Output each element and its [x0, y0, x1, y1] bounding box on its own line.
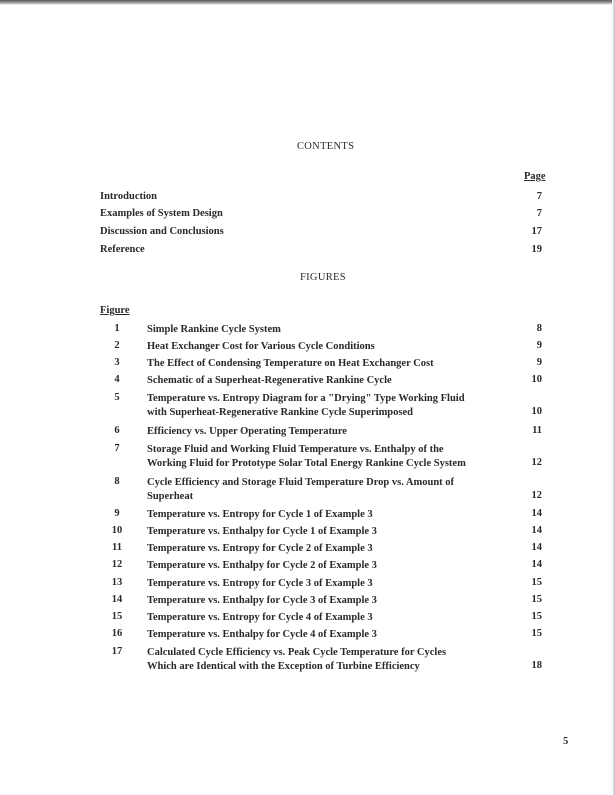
scan-top-edge	[0, 0, 615, 5]
figure-number: 3	[114, 357, 120, 368]
figure-title	[147, 577, 373, 591]
contents-item-page: 7	[536, 208, 542, 219]
figure-number: 15	[111, 611, 123, 622]
figure-title-line: Storage Fluid and Working Fluid Temperature vs. Enthalpy of the	[147, 444, 444, 455]
figure-page: 12	[531, 490, 542, 501]
figure-number: 5	[114, 392, 120, 403]
figure-title-line: Temperature vs. Enthalpy for Cycle 4 of Example 3	[147, 629, 377, 640]
figure-title-line: Temperature vs. Entropy for Cycle 3 of Example 3	[147, 578, 373, 589]
figure-title	[147, 594, 377, 608]
figure-number: 6	[114, 425, 120, 436]
figure-title	[147, 476, 454, 504]
contents-heading: CONTENTS	[297, 141, 355, 152]
figures-heading: FIGURES	[300, 272, 346, 283]
figure-title-line: Which are Identical with the Exception of Turbine Efficiency	[147, 661, 420, 672]
figure-number: 1	[114, 323, 120, 334]
figure-title-line: Temperature vs. Enthalpy for Cycle 1 of Example 3	[147, 526, 377, 537]
figure-number: 11	[112, 542, 122, 553]
figure-title-line: Temperature vs. Entropy for Cycle 1 of Example 3	[147, 509, 373, 520]
contents-item-label: Discussion and Conclusions	[100, 226, 224, 237]
contents-item-page: 17	[531, 226, 542, 237]
figure-title-line: Calculated Cycle Efficiency vs. Peak Cycle Temperature for Cycles	[147, 647, 447, 658]
figure-title	[147, 443, 466, 471]
figure-number: 10	[111, 525, 123, 536]
figure-title	[147, 525, 377, 539]
figure-title-line: with Superheat-Regenerative Rankine Cycle Superimposed	[147, 407, 413, 418]
figure-title	[147, 646, 446, 674]
contents-item-label: Examples of System Design	[100, 208, 223, 219]
figure-page: 9	[536, 357, 542, 368]
figure-page: 12	[531, 457, 542, 468]
figure-title	[147, 628, 377, 642]
figure-title-line: Temperature vs. Enthalpy for Cycle 2 of Example 3	[147, 560, 377, 571]
figure-page: 15	[531, 594, 542, 605]
figure-number: 9	[114, 508, 120, 519]
figure-title-line: Schematic of a Superheat-Regenerative Rankine Cycle	[147, 375, 392, 386]
figure-title	[147, 611, 373, 625]
figure-page: 10	[531, 374, 542, 385]
figure-number: 17	[111, 646, 123, 657]
page-number: 5	[563, 736, 569, 747]
figure-page: 15	[531, 577, 542, 588]
figure-number: 2	[114, 340, 120, 351]
figure-title-line: Temperature vs. Entropy for Cycle 2 of Example 3	[147, 543, 373, 554]
figure-title	[147, 323, 281, 337]
figure-number: 16	[111, 628, 123, 639]
figure-page: 10	[531, 406, 542, 417]
figure-number: 14	[111, 594, 123, 605]
figure-title-line: Simple Rankine Cycle System	[147, 324, 281, 335]
figure-number: 13	[111, 577, 123, 588]
figure-title-line: Temperature vs. Entropy for Cycle 4 of Example 3	[147, 612, 373, 623]
figure-title-line: Superheat	[147, 491, 194, 502]
figure-number: 7	[114, 443, 120, 454]
figure-title-line: Working Fluid for Prototype Solar Total Energy Rankine Cycle System	[147, 458, 466, 469]
contents-item-page: 19	[531, 244, 542, 255]
figure-page: 14	[531, 542, 542, 553]
figure-page: 15	[531, 611, 542, 622]
figure-title-line: Efficiency vs. Upper Operating Temperature	[147, 426, 347, 437]
figure-title	[147, 559, 377, 573]
figure-page: 11	[532, 425, 542, 436]
figure-title	[147, 392, 465, 420]
figure-title	[147, 374, 392, 388]
contents-item-label: Reference	[100, 244, 145, 255]
figure-title-line: Heat Exchanger Cost for Various Cycle Conditions	[147, 341, 375, 352]
contents-item-label: Introduction	[100, 191, 157, 202]
figure-number: 8	[114, 476, 120, 487]
figure-page: 9	[536, 340, 542, 351]
figure-title	[147, 357, 434, 371]
contents-item-page: 7	[536, 191, 542, 202]
figure-column-header: Figure	[100, 305, 130, 316]
figure-title	[147, 542, 373, 556]
figure-title	[147, 340, 375, 354]
figure-title-line: Temperature vs. Enthalpy for Cycle 3 of Example 3	[147, 595, 377, 606]
figure-page: 15	[531, 628, 542, 639]
figure-page: 8	[536, 323, 542, 334]
figure-number: 4	[114, 374, 120, 385]
figure-title	[147, 425, 347, 439]
figure-page: 14	[531, 559, 542, 570]
page-column-header: Page	[524, 171, 546, 182]
figure-number: 12	[111, 559, 123, 570]
figure-page: 18	[531, 660, 542, 671]
figure-title-line: Cycle Efficiency and Storage Fluid Temperature Drop vs. Amount of	[147, 477, 455, 488]
figure-title-line: The Effect of Condensing Temperature on Heat Exchanger Cost	[147, 358, 434, 369]
figure-page: 14	[531, 525, 542, 536]
figure-title	[147, 508, 373, 522]
figure-page: 14	[531, 508, 542, 519]
figure-title-line: Temperature vs. Entropy Diagram for a "Drying" Type Working Fluid	[147, 393, 465, 404]
